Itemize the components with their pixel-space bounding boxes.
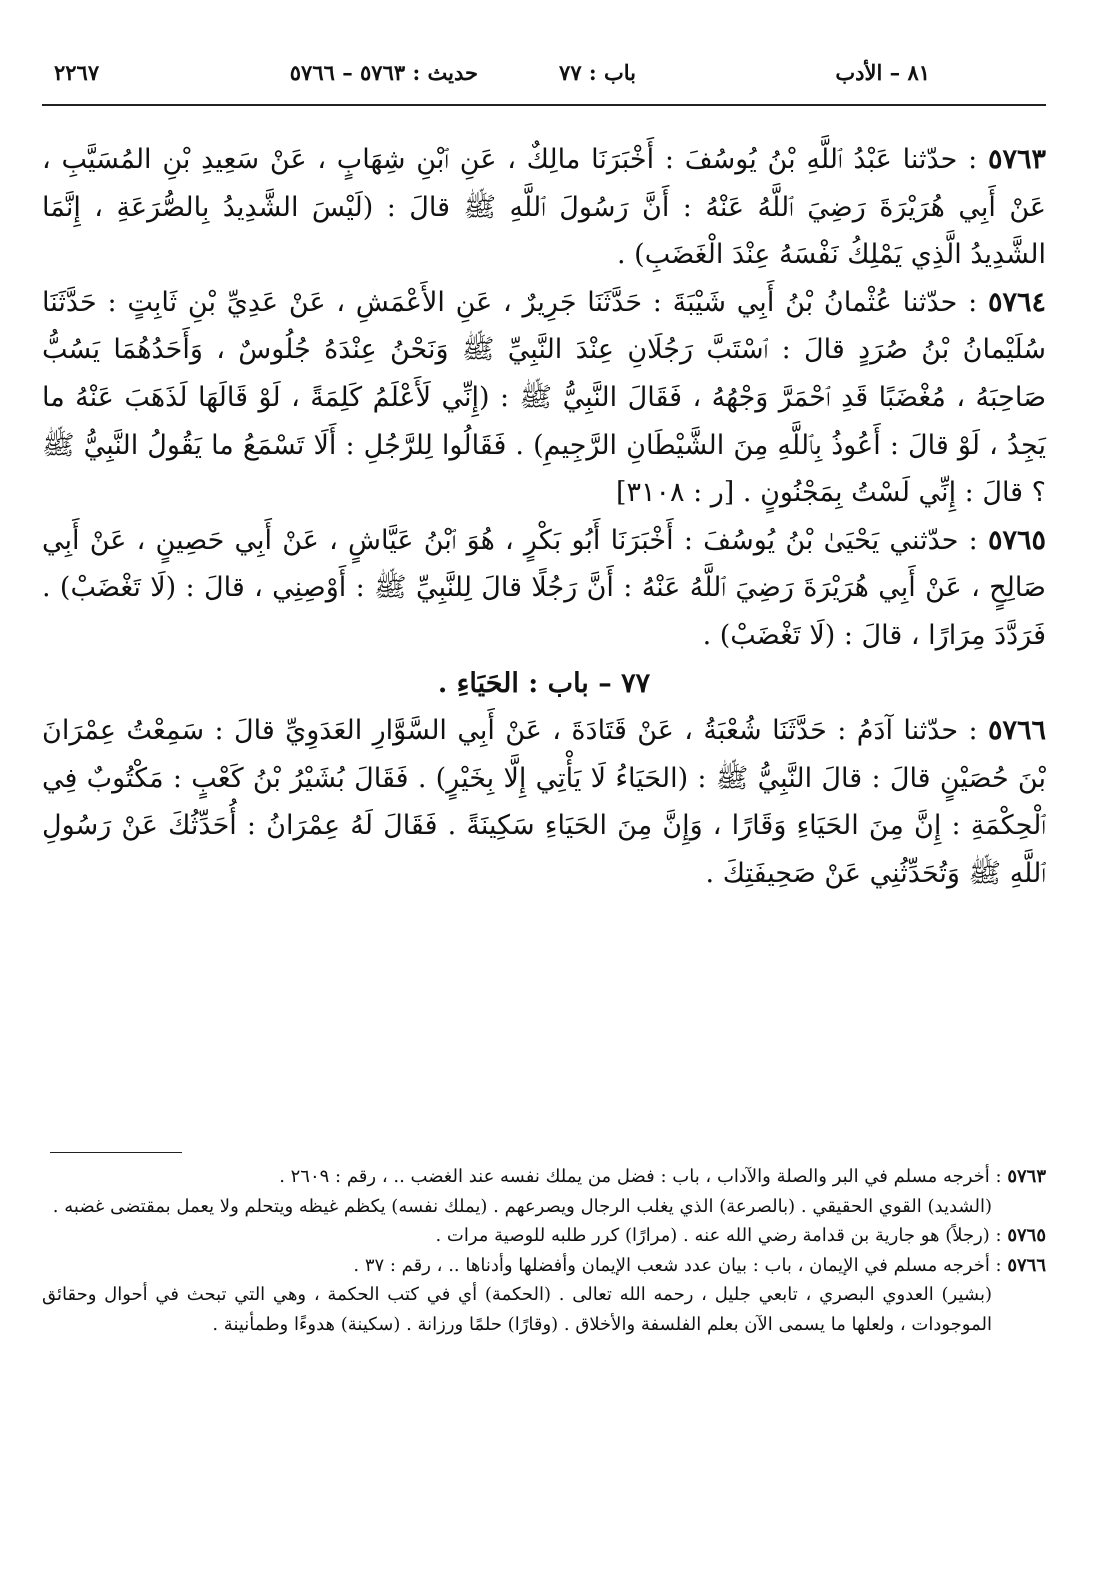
hadith-number: ٥٧٦٤ — [987, 286, 1046, 318]
hadith-text: : حدّثني يَحْيَىٰ بْنُ يُوسُفَ : أَخْبَرَنَا أَبُو بَكْرٍ ، هُوَ ٱبْنُ عَيَّاشٍ ، عَنْ أَبِي حَصِينٍ ، عَنْ أَبِي صَالِحٍ ، عَنْ أَبِي هُرَيْرَةَ رَضِيَ ٱللَّهُ عَنْهُ : أَنَّ رَجُلًا قالَ لِلنَّبِيِّ ﷺ : أَوْصِنِي ، قالَ : (لَا تَغْضَبْ) . فَرَدَّدَ مِرَارًا ، قالَ : (لَا تَغْضَبْ) . — [42, 524, 1046, 651]
footnote-divider — [50, 1152, 182, 1153]
footnote-text: : (رجلاً) هو جارية بن قدامة رضي الله عنه . (مرارًا) كرر طلبه للوصية مرات . — [435, 1225, 1008, 1246]
book-page — [42, 40, 1046, 1550]
hadith-text: : حدّثنا آدَمُ : حَدَّثَنَا شُعْبَةُ ، عَنْ قَتَادَةَ ، عَنْ أَبِي السَّوَّارِ العَدَوِيِّ قالَ : سَمِعْتُ عِمْرَانَ بْنَ حُصَيْنٍ قالَ : قالَ النَّبِيُّ ﷺ : (الحَيَاءُ لَا يَأْتِي إِلَّا بِخَيْرٍ) . فَقَالَ بُشَيْرُ بْنُ كَعْبٍ : مَكْتُوبٌ فِي ٱلْحِكْمَةِ : إِنَّ مِنَ الحَيَاءِ وَقَارًا ، وَإِنَّ مِنَ الحَيَاءِ سَكِينَةً . فَقَالَ لَهُ عِمْرَانُ : أُحَدِّثُكَ عَنْ رَسُولِ ٱللَّهِ ﷺ وَتُحَدِّثُنِي عَنْ صَحِيفَتِكَ . — [42, 715, 1046, 889]
footnote-number: ٥٧٦٥ — [1007, 1225, 1046, 1246]
footnote-text: : أخرجه مسلم في الإيمان ، باب : بيان عدد شعب الإيمان وأفضلها وأدناها .. ، رقم : ٣٧ . — [353, 1254, 1008, 1276]
footnote-number: ٥٧٦٦ — [1007, 1254, 1046, 1276]
footnotes — [42, 1162, 1046, 1339]
hadith-text: : حدّثنا عَبْدُ ٱللَّهِ بْنُ يُوسُفَ : أَخْبَرَنَا مالِكٌ ، عَنِ ٱبْنِ شِهَابٍ ، عَنْ سَعِيدِ بْنِ المُسَيَّبِ ، عَنْ أَبِي هُرَيْرَةَ رَضِيَ ٱللَّهُ عَنْهُ : أَنَّ رَسُولَ ٱللَّهِ ﷺ قالَ : (لَيْسَ الشَّدِيدُ بِالصُّرَعَةِ ، إِنَّمَا الشَّدِيدُ الَّذِي يَمْلِكُ نَفْسَهُ عِنْدَ الْغَضَبِ) . — [42, 144, 1046, 271]
footnote-5763 — [42, 1162, 1046, 1192]
page-number: ٢٢٦٧ — [54, 60, 100, 85]
hadith-text: : حدّثنا عُثْمانُ بْنُ أَبِي شَيْبَةَ : حَدَّثَنَا جَرِيرٌ ، عَنِ الأَعْمَشِ ، عَنْ عَدِيِّ بْنِ ثَابِتٍ : حَدَّثَنَا سُلَيْمانُ بْنُ صُرَدٍ قالَ : ٱسْتَبَّ رَجُلَانِ عِنْدَ النَّبِيِّ ﷺ وَنَحْنُ عِنْدَهُ جُلُوسٌ ، وَأَحَدُهُمَا يَسُبُّ صَاحِبَهُ ، مُغْضَبًا قَدِ ٱحْمَرَّ وَجْهُهُ ، فَقَالَ النَّبِيُّ ﷺ : (إِنِّي لَأَعْلَمُ كَلِمَةً ، لَوْ قَالَهَا لَذَهَبَ عَنْهُ ما يَجِدُ ، لَوْ قالَ : أَعُوذُ بِٱللَّهِ مِنَ الشَّيْطَانِ الرَّجِيمِ) . فَقَالُوا لِلرَّجُلِ : أَلَا تَسْمَعُ ما يَقُولُ النَّبِيُّ ﷺ ؟ قالَ : إِنِّي لَسْتُ بِمَجْنُونٍ . [ر : ٣١٠٨] — [42, 286, 1046, 509]
footnote-5765 — [42, 1221, 1046, 1251]
hadith-number: ٥٧٦٦ — [987, 715, 1046, 747]
chapter-heading: ٧٧ – باب : الحَيَاءِ . — [437, 667, 651, 699]
hadith-5766 — [42, 707, 1046, 897]
hadith-5763 — [42, 136, 1046, 279]
footnote-number: ٥٧٦٣ — [1007, 1166, 1046, 1187]
footnote-5766 — [42, 1251, 1046, 1281]
footnote-text: : أخرجه مسلم في البر والصلة والآداب ، باب : فضل من يملك نفسه عند الغضب .. ، رقم : ٢٦٠٩ . — [279, 1166, 1008, 1187]
header-divider — [42, 104, 1046, 106]
hadith-5765 — [42, 517, 1046, 660]
running-header — [42, 56, 1046, 90]
hadith-range: حديث : ٥٧٦٣ – ٥٧٦٦ — [289, 60, 478, 85]
footnote-5763-notes: (الشديد) القوي الحقيقي . (بالصرعة) الذي يغلب الرجال ويصرعهم . (يملك نفسه) يكظم غيظه ويتحلم ولا يعمل بمقتضى غضبه . — [52, 1195, 992, 1217]
chapter-reference: باب : ٧٧ — [559, 60, 636, 85]
footnote-5766-notes: (بشير) العدوي البصري ، تابعي جليل ، رحمه الله تعالى . (الحكمة) أي في كتب الحكمة ، وهي التي تبحث في أحوال وحقائق الموجودات ، ولعلها ما يسمى الآن بعلم الفلسفة والأخلاق . (وقارًا) حلمًا ورزانة . (سكينة) هدوءًا وطمأنينة . — [42, 1284, 992, 1335]
main-text — [42, 136, 1046, 898]
hadith-5764 — [42, 279, 1046, 517]
hadith-number: ٥٧٦٣ — [987, 144, 1046, 175]
book-title: ٨١ – الأدب — [835, 60, 930, 85]
hadith-number: ٥٧٦٥ — [987, 524, 1046, 556]
